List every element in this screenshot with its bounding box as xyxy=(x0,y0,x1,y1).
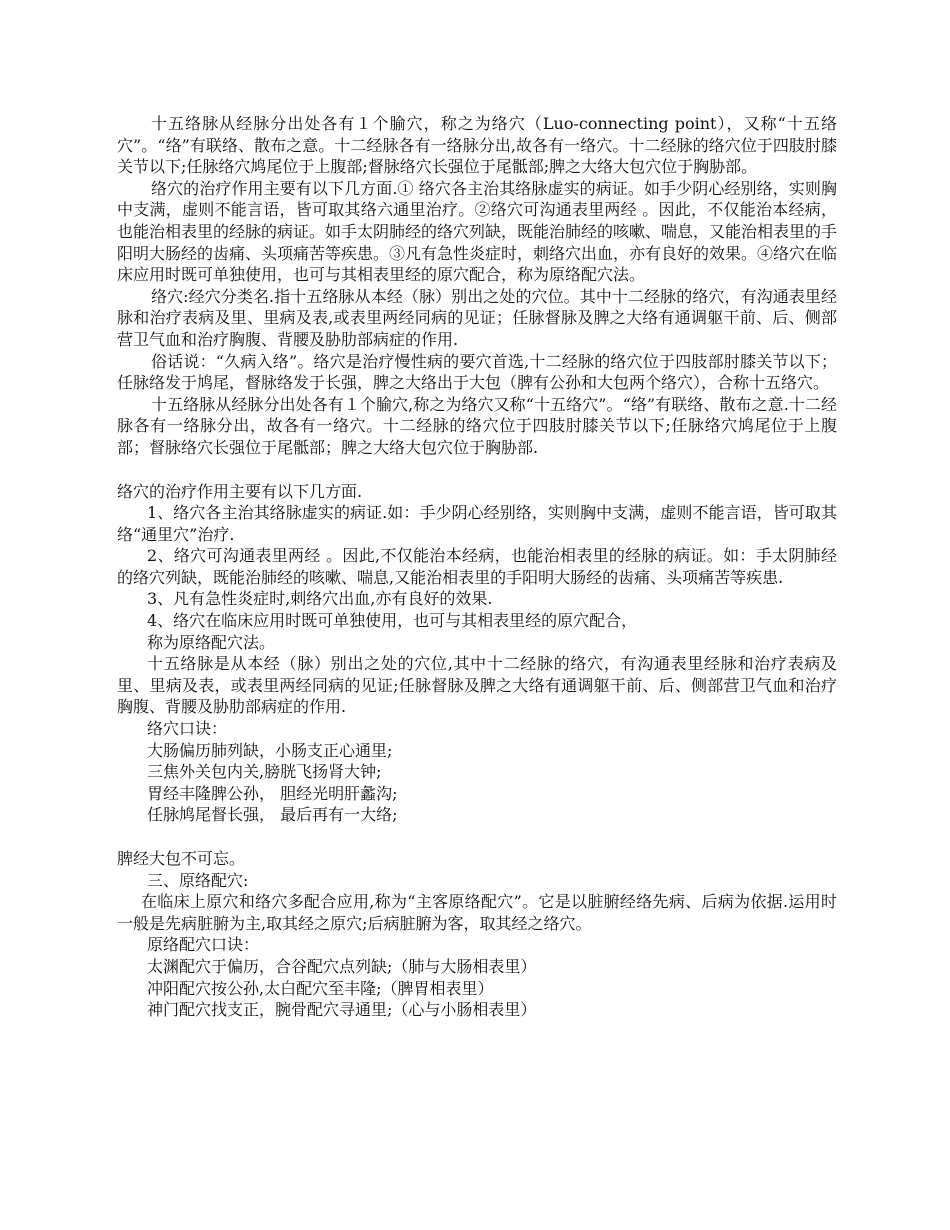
mnemonic-line-5: 脾经大包不可忘。 xyxy=(117,849,246,868)
paragraph-luo-intro: 十五络脉从经脉分出处各有１个腧穴，称之为络穴（Luo-connecting point），又称“十五络穴”。“络”有联络、散布之意。十二经脉各有一络脉分出,故各有一络穴。十二经脉的络穴位于四肢肘膝关节以下;任脉络穴鸠尾位于上腹部;督脉络穴长强位于尾骶部;脾之大络大包穴位于胸胁部。 xyxy=(117,114,837,177)
paragraph-saying: 俗话说：“久病入络”。络穴是治疗慢性病的要穴首选,十二经脉的络穴位于四肢部肘膝关节以下；任脉络发于鸠尾，督脉络发于长强，脾之大络出于大包（脾有公孙和大包两个络穴），合称十五络穴。 xyxy=(117,351,837,393)
paragraph-function-1: 1、络穴各主治其络脉虚实的病证.如：手少阴心经别络，实则胸中支满，虚则不能言语，皆可取其络“通里穴”治疗. xyxy=(117,503,837,544)
yuan-luo-line-2: 冲阳配穴按公孙,太白配穴至丰隆;（脾胃相表里） xyxy=(147,978,494,998)
paragraph-function-2: 2、络穴可沟通表里两经 。因此,不仅能治本经病，也能治相表里的经脉的病证。如：手太阴肺经的络穴列缺，既能治肺经的咳嗽、喘息,又能治相表里的手阳明大肠经的齿痛、头项痛苦等疾患. xyxy=(117,546,837,587)
mnemonic-line-4: 任脉鸠尾督长强， 最后再有一大络; xyxy=(147,805,398,825)
paragraph-function-3: 3、凡有急性炎症时,刺络穴出血,亦有良好的效果. xyxy=(147,589,493,609)
spacer xyxy=(117,826,837,848)
yuan-luo-line-1: 太渊配穴于偏历，合谷配穴点列缺;（肺与大肠相表里） xyxy=(147,956,537,976)
paragraph-mnemonic-heading: 络穴口诀： xyxy=(147,719,228,739)
mnemonic-line-1: 大肠偏历肺列缺，小肠支正心通里; xyxy=(147,740,393,760)
paragraph-yuan-luo-mnemonic-heading: 原络配穴口诀： xyxy=(147,935,260,955)
mnemonic-line-2: 三焦外关包内关,膀胱飞扬肾大钟; xyxy=(147,762,382,782)
yuan-luo-line-3: 神门配穴找支正，腕骨配穴寻通里;（心与小肠相表里） xyxy=(147,1000,537,1020)
paragraph-luo-definition: 络穴:经穴分类名.指十五络脉从本经（脉）别出之处的穴位。其中十二经脉的络穴，有沟通表里经脉和治疗表病及里、里病及表,或表里两经同病的见证；任脉督脉及脾之大络有通调躯干前、后、侧部营卫气血和治疗胸腹、背腰及胁肋部病症的作用. xyxy=(117,286,837,349)
paragraph-luo-repeat: 十五络脉从经脉分出处各有１个腧穴,称之为络穴又称“十五络穴”。“络”有联络、散布之意.十二经脉各有一络脉分出，故各有一络穴。十二经脉的络穴位于四肢肘膝关节以下;任脉络穴鸠尾位于上腹部；督脉络穴长强位于尾骶部；脾之大络大包穴位于胸胁部. xyxy=(117,394,837,457)
paragraph-yuan-luo-intro: 在临床上原穴和络穴多配合应用,称为“主客原络配穴”。它是以脏腑经络先病、后病为依据.运用时一般是先病脏腑为主,取其经之原穴;后病脏腑为客，取其经之络穴。 xyxy=(117,892,837,933)
paragraph-luo-functions: 络穴的治疗作用主要有以下几方面.① 络穴各主治其络脉虚实的病证。如手少阴心经别络，实则胸中支满，虚则不能言语，皆可取其络六通里治疗。②络穴可沟通表里两经 。因此，不仅能治本经病，也能治相表里的经脉的病证。如手太阴肺经的络穴列缺，既能治肺经的咳嗽、喘息，又能治相表里的手阳明大肠经的齿痛、头项痛苦等疾患。③凡有急性炎症时，刺络穴出血，亦有良好的效果。④络穴在临床应用时既可单独使用，也可与其相表里经的原穴配合，称为原络配穴法。 xyxy=(117,178,838,285)
paragraph-function-4: 4、络穴在临床应用时既可单独使用，也可与其相表里经的原穴配合， xyxy=(147,611,638,631)
paragraph-function-4-cont: 称为原络配穴法。 xyxy=(147,632,276,652)
spacer xyxy=(117,459,837,481)
section-heading-yuan-luo: 三、原络配穴: xyxy=(147,870,249,890)
mnemonic-line-3: 胃经丰隆脾公孙， 胆经光明肝蠡沟; xyxy=(147,783,398,803)
paragraph-luo-summary: 十五络脉是从本经（脉）别出之处的穴位,其中十二经脉的络穴，有沟通表里经脉和治疗表病及里、里病及表，或表里两经同病的见证;任脉督脉及脾之大络有通调躯干前、后、侧部营卫气血和治疗胸腹、背腰及胁肋部病症的作用. xyxy=(117,654,837,717)
document-page xyxy=(117,113,837,1021)
paragraph-functions-heading: 络穴的治疗作用主要有以下几方面. xyxy=(117,481,363,501)
